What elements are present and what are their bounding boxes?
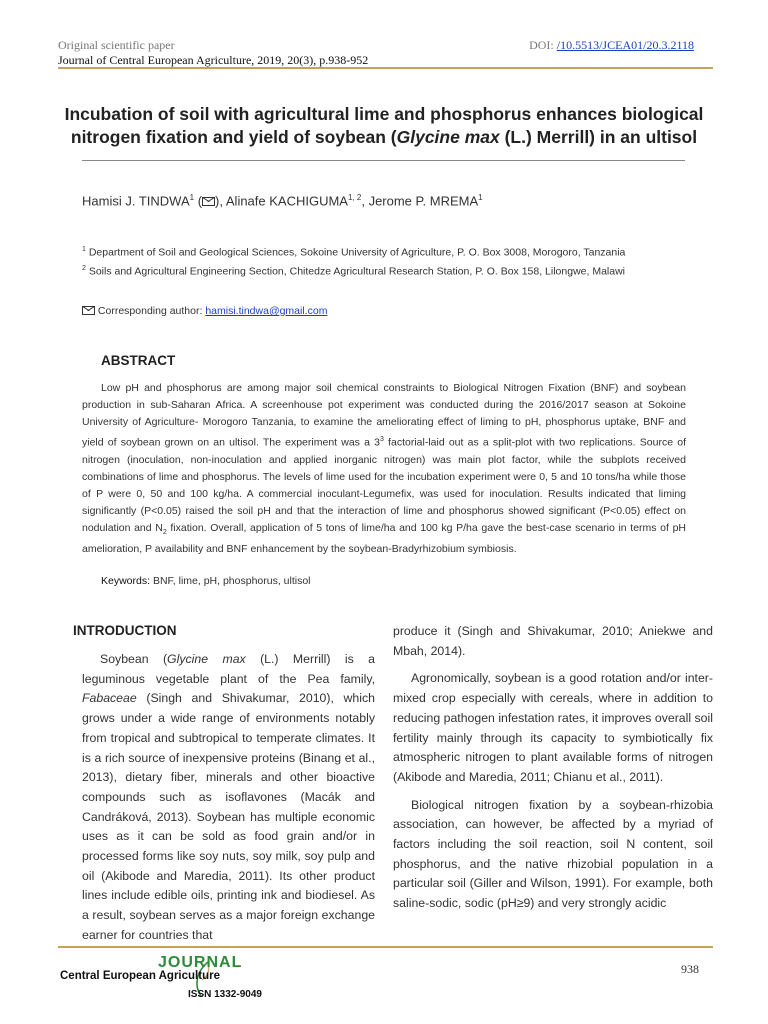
introduction-heading: INTRODUCTION [73, 623, 177, 638]
paper-title [60, 103, 708, 149]
corresponding-email-link[interactable]: hamisi.tindwa@gmail.com [205, 305, 328, 317]
page-number: 938 [681, 962, 699, 976]
intro-paragraph-1 [82, 650, 375, 946]
corresponding-label: Corresponding author: [95, 305, 206, 317]
keywords [101, 575, 311, 587]
affiliation-2-number: 2 [82, 265, 86, 272]
abstract-sup: 3 [379, 436, 384, 444]
author-list [82, 193, 483, 208]
intro-p1-species: Glycine max [167, 652, 246, 666]
intro-p1-b: (L.) Merrill) is a leguminous vegetable plant of the Pea family, [82, 652, 375, 686]
footer-rule [58, 946, 713, 948]
title-rule [82, 160, 685, 161]
doi [529, 38, 694, 53]
journal-logo-subtitle: Central European Agriculture [60, 970, 220, 982]
keywords-text: BNF, lime, pH, phosphorus, ultisol [150, 575, 311, 587]
abstract-text-b: factorial-laid out as a split-plot with two replications. Source of nitrogen (inoculation, non-inoculation and applied inorganic nitrogen) was main plot factor, while the subplots received combinations of lime and phosphorus. The levels of lime used for the incubation experiment were 0, 5 and 10 tons/ha while those of P were 0, 50 and 100 kg/ha. A commercial inoculant-Legumefix, was used for inoculation. Results indicated that liming significantly (P<0.05) raised the soil pH and that the interaction of lime and phosphorus showed significant (P<0.05) effect on nodulation and N [82, 436, 686, 535]
paper-type-label: Original scientific paper [58, 38, 175, 52]
abstract-text-a: Low pH and phosphorus are among major soil chemical constraints to Biological Nitrogen Fixation (BNF) and soybean production in sub-Saharan Africa. A screenhouse pot experiment was conducted during the 2016/2017 season at Sokoine University of Agriculture- Morogoro Tanzania, to examine the ameliorating effect of liming to pH, phosphorus uptake, BNF and yield of soybean grown on an ultisol. The experiment was a 3 [82, 382, 686, 449]
affiliation-1-number: 1 [82, 246, 86, 253]
right-column [393, 622, 713, 914]
journal-issn: ISSN 1332-9049 [188, 989, 262, 1000]
abstract-sub: 2 [162, 529, 167, 537]
author-1-paren-close: ), [215, 193, 223, 209]
author-3: Jerome P. MREMA [364, 193, 479, 209]
affiliation-1-text: Department of Soil and Geological Sciences, Sokoine University of Agriculture, P. O. Box 3008, Morogoro, Tanzania [85, 246, 626, 259]
doi-label: DOI: [529, 38, 554, 52]
abstract-text [82, 380, 686, 559]
intro-paragraph-2: Agronomically, soybean is a good rotation and/or inter-mixed crop especially with cereals, where in addition to reducing pathogen infestation rates, it improves overall soil fertility mainly through its capacity to symbiotically fix atmospheric nitrogen to plant available forms of nitrogen (Akibode and Maredia, 2011; Chianu et al., 2011). [393, 671, 713, 784]
author-2: Alinafe KACHIGUMA [222, 193, 348, 209]
envelope-icon[interactable] [202, 197, 215, 206]
abstract-heading: ABSTRACT [101, 353, 176, 368]
left-column [82, 650, 375, 946]
intro-p1-family: Fabaceae [82, 691, 137, 706]
author-1-affil: 1 [189, 193, 195, 202]
affiliation-2 [82, 265, 625, 278]
journal-citation: Journal of Central European Agriculture, 2019, 20(3), p.938-952 [58, 53, 369, 67]
affiliation-2-text: Soils and Agricultural Engineering Section, Chitedze Agricultural Research Station, P. O. Box 158, Lilongwe, Malawi [85, 265, 626, 278]
title-species: Glycine max [396, 127, 500, 147]
author-1-paren: ( [194, 193, 203, 209]
author-3-affil: 1 [478, 193, 483, 202]
intro-paragraph-continued: produce it (Singh and Shivakumar, 2010; Aniekwe and Mbah, 2014). [393, 624, 713, 658]
title-part1: Incubation of soil with agricultural lime and phosphorus enhances biological nitrogen fixation and yield of soybean ( [64, 104, 704, 147]
intro-p1-c: (Singh and Shivakumar, 2010), which grows under a wide range of environments notably from tropical and subtropical to temperate climates. It is a rich source of inexpensive proteins (Binang et al., 2013), dietary fiber, minerals and other bioactive compounds such as isoflavones (Macák and Candráková, 2013). Soybean has multiple economic uses as it can be sold as food grain and/or in processed forms like soy nuts, soy milk, soy pulp and oil (Akibode and Maredia, 2011). Its other product lines include edible oils, printing ink and biodiesel. As a result, soybean serves as a major foreign exchange earner for countries that [82, 691, 375, 942]
envelope-icon [82, 306, 95, 315]
intro-paragraph-3: Biological nitrogen fixation by a soybean-rhizobia association, can however, be affected by a myriad of factors including the soil reaction, soil N content, soil phosphorus, and the native rhizobial population in a particular soil (Giller and Wilson, 1991). For example, both saline-sodic, sodic (pH≥9) and very strongly acidic [393, 797, 713, 911]
abstract-text-c: fixation. Overall, application of 5 tons of lime/ha and 100 kg P/ha gave the best-case scenario in terms of pH amelioration, P availability and BNF enhancement by the soybean-Bradyrhizobium symbiosis. [82, 522, 686, 556]
author-1: Hamisi J. TINDWA [82, 193, 190, 209]
keywords-label: Keywords: [101, 575, 151, 587]
author-2-affil: 1, 2 [347, 193, 362, 202]
affiliation-1 [82, 246, 625, 259]
title-part2: (L.) Merrill) in an ultisol [499, 127, 698, 147]
doi-link[interactable]: /10.5513/JCEA01/20.3.2118 [556, 38, 694, 52]
intro-p1-a: Soybean ( [100, 652, 168, 666]
corresponding-author [82, 305, 327, 317]
author-2-sep: , [361, 193, 365, 209]
header-rule [58, 67, 713, 69]
journal-logo-title: JOURNAL [158, 954, 243, 971]
